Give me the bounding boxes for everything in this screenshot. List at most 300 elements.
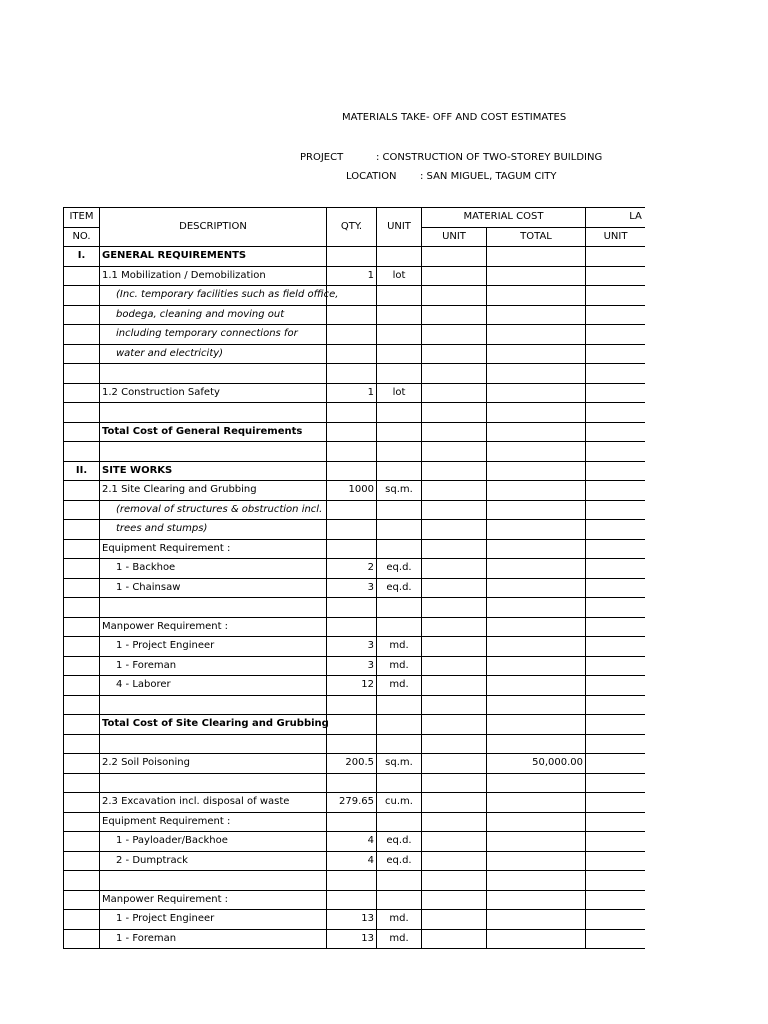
labor-unit-cell — [586, 598, 645, 618]
header-row-1 — [64, 208, 646, 228]
mat-unit-cell — [422, 812, 487, 832]
mat-total-cell — [487, 715, 586, 735]
description-cell: including temporary connections for — [100, 325, 327, 345]
mat-unit-cell — [422, 890, 487, 910]
qty-cell — [327, 403, 377, 423]
description-cell: Equipment Requirement : — [100, 539, 327, 559]
qty-cell — [327, 539, 377, 559]
unit-cell — [377, 598, 422, 618]
labor-unit-cell — [586, 247, 645, 267]
unit-cell — [377, 403, 422, 423]
mat-unit-cell — [422, 637, 487, 657]
mat-unit-cell — [422, 793, 487, 813]
mat-unit-cell — [422, 676, 487, 696]
unit-cell — [377, 734, 422, 754]
mat-unit-cell — [422, 500, 487, 520]
table-row — [64, 851, 646, 871]
qty-cell — [327, 773, 377, 793]
unit-cell — [377, 442, 422, 462]
item-no-cell — [64, 851, 100, 871]
description-cell — [100, 773, 327, 793]
mat-unit-cell — [422, 832, 487, 852]
table-row — [64, 715, 646, 735]
qty-cell: 13 — [327, 929, 377, 949]
qty-cell — [327, 598, 377, 618]
item-no-cell — [64, 578, 100, 598]
qty-cell — [327, 344, 377, 364]
mat-unit-cell — [422, 364, 487, 384]
labor-unit-cell — [586, 403, 645, 423]
qty-cell — [327, 520, 377, 540]
table-row — [64, 286, 646, 306]
mat-unit-cell — [422, 403, 487, 423]
description-cell — [100, 598, 327, 618]
project-label: PROJECT — [300, 152, 344, 163]
table-row — [64, 422, 646, 442]
description-cell — [100, 364, 327, 384]
labor-unit-cell — [586, 637, 645, 657]
mat-unit-cell — [422, 344, 487, 364]
labor-unit-cell — [586, 539, 645, 559]
qty-cell — [327, 812, 377, 832]
unit-cell: eq.d. — [377, 832, 422, 852]
labor-unit-cell — [586, 676, 645, 696]
table-row — [64, 832, 646, 852]
col-item-header: ITEM — [64, 208, 100, 228]
qty-cell — [327, 461, 377, 481]
table-row — [64, 871, 646, 891]
qty-cell — [327, 442, 377, 462]
description-cell: 1 - Project Engineer — [100, 637, 327, 657]
labor-unit-cell — [586, 832, 645, 852]
mat-unit-cell — [422, 559, 487, 579]
labor-unit-cell — [586, 851, 645, 871]
unit-cell — [377, 773, 422, 793]
unit-cell — [377, 539, 422, 559]
description-cell — [100, 734, 327, 754]
table-row — [64, 812, 646, 832]
qty-cell — [327, 617, 377, 637]
labor-unit-cell — [586, 793, 645, 813]
unit-cell: md. — [377, 656, 422, 676]
table-row — [64, 539, 646, 559]
mat-total-cell — [487, 929, 586, 949]
mat-unit-cell — [422, 422, 487, 442]
table-row — [64, 403, 646, 423]
item-no-cell — [64, 422, 100, 442]
item-no-cell — [64, 325, 100, 345]
item-no-cell — [64, 266, 100, 286]
table-row — [64, 559, 646, 579]
mat-unit-cell — [422, 481, 487, 501]
mat-unit-cell — [422, 715, 487, 735]
description-cell — [100, 695, 327, 715]
mat-unit-cell — [422, 754, 487, 774]
labor-unit-cell — [586, 481, 645, 501]
mat-unit-cell — [422, 325, 487, 345]
description-cell: 1 - Chainsaw — [100, 578, 327, 598]
description-cell: 1 - Backhoe — [100, 559, 327, 579]
mat-unit-cell — [422, 695, 487, 715]
labor-unit-cell — [586, 344, 645, 364]
mat-total-cell — [487, 871, 586, 891]
mat-total-cell — [487, 344, 586, 364]
description-cell: (removal of structures & obstruction incl. — [100, 500, 327, 520]
mat-total-cell: 50,000.00 — [487, 754, 586, 774]
qty-cell: 13 — [327, 910, 377, 930]
description-cell — [100, 442, 327, 462]
labor-unit-cell — [586, 266, 645, 286]
qty-cell — [327, 715, 377, 735]
table-row — [64, 695, 646, 715]
mat-total-cell — [487, 890, 586, 910]
col-mat-total-header: TOTAL — [487, 227, 586, 247]
mat-total-cell — [487, 481, 586, 501]
item-no-cell — [64, 617, 100, 637]
item-no-cell — [64, 305, 100, 325]
table-row — [64, 364, 646, 384]
qty-cell: 1 — [327, 383, 377, 403]
page-title: MATERIALS TAKE- OFF AND COST ESTIMATES — [342, 112, 567, 123]
estimate-table — [63, 207, 645, 949]
mat-total-cell — [487, 520, 586, 540]
item-no-cell — [64, 812, 100, 832]
mat-total-cell — [487, 286, 586, 306]
description-cell: 4 - Laborer — [100, 676, 327, 696]
table-row — [64, 520, 646, 540]
labor-unit-cell — [586, 890, 645, 910]
labor-unit-cell — [586, 500, 645, 520]
mat-unit-cell — [422, 383, 487, 403]
item-no-cell: I. — [64, 247, 100, 267]
description-cell: Total Cost of General Requirements — [100, 422, 327, 442]
mat-unit-cell — [422, 773, 487, 793]
location-value: : SAN MIGUEL, TAGUM CITY — [420, 171, 557, 182]
table-row — [64, 637, 646, 657]
item-no-cell — [64, 442, 100, 462]
mat-unit-cell — [422, 520, 487, 540]
unit-cell — [377, 247, 422, 267]
table-row — [64, 442, 646, 462]
description-cell: 2.1 Site Clearing and Grubbing — [100, 481, 327, 501]
mat-unit-cell — [422, 442, 487, 462]
unit-cell — [377, 325, 422, 345]
description-cell: 1.2 Construction Safety — [100, 383, 327, 403]
mat-total-cell — [487, 364, 586, 384]
qty-cell — [327, 422, 377, 442]
description-cell: 2 - Dumptrack — [100, 851, 327, 871]
description-cell: 1 - Foreman — [100, 656, 327, 676]
col-labor-unit-header: UNIT — [586, 227, 645, 247]
project-value: : CONSTRUCTION OF TWO-STOREY BUILDING — [376, 152, 603, 163]
mat-total-cell — [487, 422, 586, 442]
qty-cell — [327, 500, 377, 520]
labor-unit-cell — [586, 734, 645, 754]
labor-unit-cell — [586, 617, 645, 637]
table-row — [64, 598, 646, 618]
labor-unit-cell — [586, 695, 645, 715]
table-row — [64, 676, 646, 696]
unit-cell — [377, 344, 422, 364]
mat-unit-cell — [422, 578, 487, 598]
item-no-cell — [64, 773, 100, 793]
mat-total-cell — [487, 617, 586, 637]
qty-cell — [327, 734, 377, 754]
labor-unit-cell — [586, 422, 645, 442]
col-mat-unit-header: UNIT — [422, 227, 487, 247]
mat-total-cell — [487, 734, 586, 754]
unit-cell: lot — [377, 383, 422, 403]
qty-cell: 3 — [327, 656, 377, 676]
item-no-cell — [64, 403, 100, 423]
mat-total-cell — [487, 247, 586, 267]
qty-cell: 4 — [327, 851, 377, 871]
table-row — [64, 773, 646, 793]
mat-total-cell — [487, 559, 586, 579]
qty-cell: 3 — [327, 637, 377, 657]
item-no-cell — [64, 500, 100, 520]
description-cell: GENERAL REQUIREMENTS — [100, 247, 327, 267]
labor-unit-cell — [586, 578, 645, 598]
qty-cell: 2 — [327, 559, 377, 579]
unit-cell — [377, 305, 422, 325]
table-row — [64, 305, 646, 325]
description-cell: 1 - Project Engineer — [100, 910, 327, 930]
unit-cell — [377, 871, 422, 891]
unit-cell — [377, 520, 422, 540]
table-row — [64, 383, 646, 403]
unit-cell — [377, 812, 422, 832]
description-cell: 2.3 Excavation incl. disposal of waste — [100, 793, 327, 813]
item-no-cell — [64, 559, 100, 579]
item-no-cell — [64, 832, 100, 852]
unit-cell: sq.m. — [377, 481, 422, 501]
table-row — [64, 247, 646, 267]
mat-unit-cell — [422, 247, 487, 267]
description-cell: trees and stumps) — [100, 520, 327, 540]
mat-unit-cell — [422, 266, 487, 286]
table-row — [64, 734, 646, 754]
labor-unit-cell — [586, 442, 645, 462]
mat-total-cell — [487, 461, 586, 481]
item-no-cell — [64, 929, 100, 949]
unit-cell: md. — [377, 910, 422, 930]
table-body — [64, 247, 646, 949]
labor-unit-cell — [586, 929, 645, 949]
table-row — [64, 910, 646, 930]
mat-unit-cell — [422, 929, 487, 949]
mat-total-cell — [487, 325, 586, 345]
table-row — [64, 929, 646, 949]
table-row — [64, 266, 646, 286]
mat-total-cell — [487, 695, 586, 715]
description-cell: Equipment Requirement : — [100, 812, 327, 832]
table-row — [64, 754, 646, 774]
unit-cell: md. — [377, 676, 422, 696]
table-row — [64, 890, 646, 910]
qty-cell: 4 — [327, 832, 377, 852]
item-no-cell — [64, 715, 100, 735]
mat-total-cell — [487, 598, 586, 618]
item-no-cell — [64, 520, 100, 540]
description-cell: SITE WORKS — [100, 461, 327, 481]
mat-unit-cell — [422, 305, 487, 325]
item-no-cell — [64, 676, 100, 696]
mat-total-cell — [487, 773, 586, 793]
labor-unit-cell — [586, 461, 645, 481]
mat-total-cell — [487, 832, 586, 852]
qty-cell — [327, 247, 377, 267]
qty-cell — [327, 305, 377, 325]
unit-cell — [377, 695, 422, 715]
mat-total-cell — [487, 676, 586, 696]
item-no-cell — [64, 793, 100, 813]
table-row — [64, 481, 646, 501]
mat-total-cell — [487, 637, 586, 657]
table-row — [64, 500, 646, 520]
table-row — [64, 344, 646, 364]
mat-total-cell — [487, 442, 586, 462]
description-cell: Total Cost of Site Clearing and Grubbing — [100, 715, 327, 735]
mat-total-cell — [487, 383, 586, 403]
item-no-cell — [64, 364, 100, 384]
labor-unit-cell — [586, 559, 645, 579]
labor-unit-cell — [586, 383, 645, 403]
qty-cell — [327, 325, 377, 345]
item-no-cell — [64, 344, 100, 364]
labor-unit-cell — [586, 871, 645, 891]
mat-total-cell — [487, 812, 586, 832]
mat-unit-cell — [422, 461, 487, 481]
unit-cell: eq.d. — [377, 851, 422, 871]
qty-cell: 12 — [327, 676, 377, 696]
table-row — [64, 461, 646, 481]
col-unit-header: UNIT — [377, 208, 422, 247]
table-row — [64, 656, 646, 676]
description-cell — [100, 871, 327, 891]
item-no-cell — [64, 754, 100, 774]
item-no-cell — [64, 734, 100, 754]
unit-cell — [377, 422, 422, 442]
unit-cell — [377, 364, 422, 384]
description-cell: 1 - Foreman — [100, 929, 327, 949]
item-no-cell — [64, 637, 100, 657]
unit-cell: lot — [377, 266, 422, 286]
mat-total-cell — [487, 539, 586, 559]
unit-cell — [377, 617, 422, 637]
qty-cell: 279.65 — [327, 793, 377, 813]
mat-total-cell — [487, 500, 586, 520]
labor-unit-cell — [586, 286, 645, 306]
table-row — [64, 578, 646, 598]
labor-unit-cell — [586, 305, 645, 325]
mat-total-cell — [487, 266, 586, 286]
mat-total-cell — [487, 305, 586, 325]
description-cell: (Inc. temporary facilities such as field office, — [100, 286, 327, 306]
labor-unit-cell — [586, 812, 645, 832]
mat-unit-cell — [422, 871, 487, 891]
item-no-cell — [64, 598, 100, 618]
qty-cell — [327, 364, 377, 384]
unit-cell: sq.m. — [377, 754, 422, 774]
description-cell — [100, 403, 327, 423]
labor-unit-cell — [586, 656, 645, 676]
mat-unit-cell — [422, 286, 487, 306]
mat-unit-cell — [422, 617, 487, 637]
item-no-cell — [64, 695, 100, 715]
mat-total-cell — [487, 910, 586, 930]
mat-total-cell — [487, 851, 586, 871]
description-cell: 1.1 Mobilization / Demobilization — [100, 266, 327, 286]
labor-unit-cell — [586, 364, 645, 384]
item-no-cell: II. — [64, 461, 100, 481]
table-row — [64, 793, 646, 813]
labor-unit-cell — [586, 520, 645, 540]
labor-unit-cell — [586, 325, 645, 345]
unit-cell: eq.d. — [377, 578, 422, 598]
item-no-cell — [64, 910, 100, 930]
mat-total-cell — [487, 403, 586, 423]
unit-cell: eq.d. — [377, 559, 422, 579]
description-cell: 2.2 Soil Poisoning — [100, 754, 327, 774]
qty-cell: 200.5 — [327, 754, 377, 774]
qty-cell — [327, 890, 377, 910]
mat-unit-cell — [422, 656, 487, 676]
mat-total-cell — [487, 793, 586, 813]
description-cell: water and electricity) — [100, 344, 327, 364]
location-label: LOCATION — [346, 171, 397, 182]
unit-cell: md. — [377, 929, 422, 949]
labor-unit-cell — [586, 754, 645, 774]
item-no-cell — [64, 286, 100, 306]
labor-unit-cell — [586, 773, 645, 793]
item-no-cell — [64, 481, 100, 501]
item-no-cell — [64, 656, 100, 676]
qty-cell: 3 — [327, 578, 377, 598]
table-row — [64, 325, 646, 345]
mat-total-cell — [487, 656, 586, 676]
table-row — [64, 617, 646, 637]
mat-unit-cell — [422, 910, 487, 930]
labor-unit-cell — [586, 910, 645, 930]
item-no-cell — [64, 539, 100, 559]
mat-total-cell — [487, 578, 586, 598]
unit-cell — [377, 286, 422, 306]
mat-unit-cell — [422, 598, 487, 618]
item-no-cell — [64, 383, 100, 403]
unit-cell: md. — [377, 637, 422, 657]
unit-cell: cu.m. — [377, 793, 422, 813]
unit-cell — [377, 461, 422, 481]
col-material-cost-header: MATERIAL COST — [422, 208, 586, 228]
description-cell: bodega, cleaning and moving out — [100, 305, 327, 325]
unit-cell — [377, 500, 422, 520]
description-cell: Manpower Requirement : — [100, 890, 327, 910]
mat-unit-cell — [422, 539, 487, 559]
labor-unit-cell — [586, 715, 645, 735]
unit-cell — [377, 890, 422, 910]
qty-cell: 1 — [327, 266, 377, 286]
description-cell: Manpower Requirement : — [100, 617, 327, 637]
qty-cell — [327, 695, 377, 715]
mat-unit-cell — [422, 734, 487, 754]
estimate-sheet — [63, 207, 645, 949]
col-no-header: NO. — [64, 227, 100, 247]
col-description-header: DESCRIPTION — [100, 208, 327, 247]
item-no-cell — [64, 890, 100, 910]
qty-cell: 1000 — [327, 481, 377, 501]
qty-cell — [327, 871, 377, 891]
